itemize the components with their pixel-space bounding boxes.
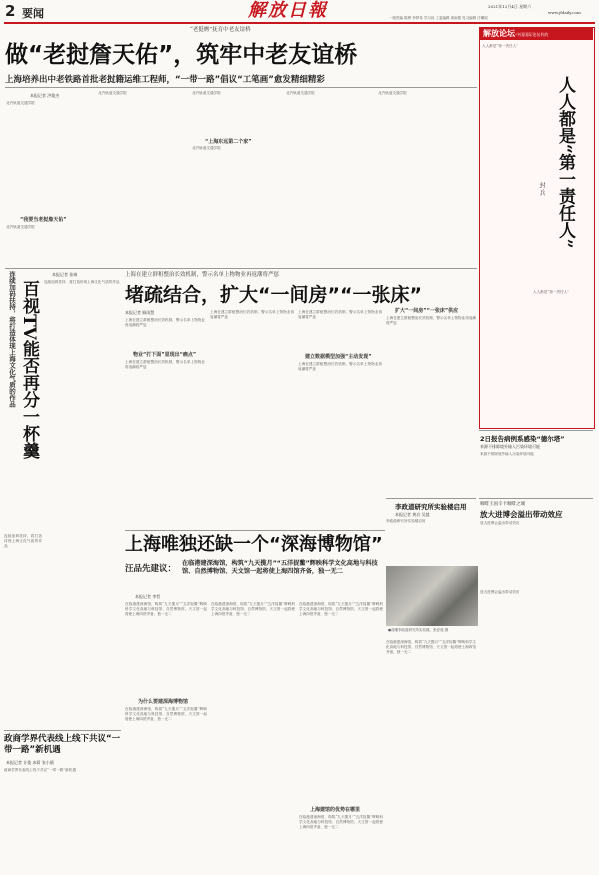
mid-box-heading-2: 建立数据模型加强“主动发现”	[305, 354, 372, 360]
bottom-left-byline: 本报记者 计俊 冰莉 张小鹃	[6, 760, 54, 765]
divider	[5, 87, 477, 88]
bottom-body-col2: 在临港建深海馆，构筑“九天揽月”“五洋捉鳖”辉映科学文化高地与科技馆、自然博物馆、天文馆一起将使上海四馆齐备，独一无二	[211, 602, 295, 617]
main-kicker: “老挺膺”抚育中老友谊桥	[190, 27, 251, 33]
bottom-headline: 上海唯独还缺一个“深海博物馆”	[125, 534, 383, 555]
mid-kicker: 上海在建立群租整治长效机制，警示名单上物物业再返潮将严惩	[125, 272, 280, 278]
lab-building-photo	[386, 566, 478, 626]
bottom-box-heading-1: 为什么要建深海博物馆	[138, 699, 189, 705]
bottom-speaker: 汪品先建议：	[125, 564, 177, 574]
main-body-col1: 北汽轨道交通学院	[6, 101, 35, 105]
main-body-col3: 北汽轨道交通学院	[192, 91, 221, 95]
date-line: 2021年12月4日 星期六	[488, 4, 532, 9]
column-box-headline: 人人都是“第一责任人”	[555, 76, 575, 249]
news3-byline: 本报记者 黄启 吴越	[395, 512, 430, 517]
news1-subtitle: 来源不排除境外输入污染环境可能	[480, 444, 540, 449]
divider	[479, 430, 593, 431]
divider	[125, 530, 385, 531]
main-box-heading-2: “上海东远第二个家”	[205, 139, 252, 145]
mid-body-col1b: 上海在建立群租整治长效机制，警示名单上物物业再返潮将严惩	[125, 360, 205, 370]
mid-byline: 本报记者 顾雨慧	[125, 310, 155, 315]
column-box-title: 解放论坛	[483, 29, 515, 38]
bottom-body-col1: 在临港建深海馆，构筑“九天揽月”“五洋捉鳖”辉映科学文化高地与科技馆、自然博物馆、天文馆一起将使上海四馆齐备，独一无二	[125, 602, 207, 617]
news1-title: 2日报告病例系感染“德尔塔”	[480, 435, 565, 443]
main-subhead: 上海培养出中老铁路首批老挝籍运维工程师，“一带一路”倡议“工笔画”愈发精细精彩	[5, 75, 325, 85]
main-body-col3b: 北汽轨道交通学院	[192, 146, 221, 150]
column-box-body: 人人都是“第一责任人”	[482, 44, 519, 48]
masthead-rule	[4, 22, 595, 24]
news2-headline: 放大进博会溢出带动效应	[480, 510, 563, 519]
column-box-subtitle: ·中国国际论坛有约	[515, 32, 549, 37]
page-number: 2	[5, 2, 16, 20]
website: www.jfdaily.com	[548, 10, 581, 15]
feature-byline: 本报记者 张端	[52, 272, 78, 277]
section-label: 要闻	[22, 7, 44, 20]
mid-body-col1: 上海在建立群租整治长效机制，警示名单上物物业再返潮将严惩	[125, 318, 205, 328]
feature-side-label: 连续加码扶持，将打造体现上海文化气质的作品	[8, 271, 16, 408]
bottom-left-body: 政商学界代表线上线下共议“一带一路”新机遇	[4, 768, 76, 772]
mid-headline: 堵疏结合，扩大“一间房”“一张床”	[125, 284, 422, 306]
bottom-left-headline: 政商学界代表线上线下共议“一带一路”新机遇	[4, 734, 121, 755]
bottom-byline: 本报记者 李哲	[135, 594, 161, 599]
main-body-col2: 北汽轨道交通学院	[98, 91, 127, 95]
main-body-col5: 北汽轨道交通学院	[378, 91, 407, 95]
column-box-body-2: 人人都是“第一责任人”	[533, 290, 570, 294]
divider	[479, 498, 593, 499]
main-box-heading-1: “我要当老挝詹天佑”	[20, 217, 67, 223]
bottom-body-col4: 在临港建深海馆，构筑“九天揽月”“五洋捉鳖”辉映科学文化高地与科技馆、自然博物馆、天文馆一起将使上海四馆齐备，独一无二	[386, 640, 476, 655]
column-box-header	[480, 28, 593, 40]
news3-title: 李政道研究所实验楼启用	[395, 503, 467, 511]
news2-body: 放大进博会溢出带动效应	[480, 521, 520, 525]
bottom-box-heading-2: 上海建馆的优势在哪里	[310, 807, 361, 813]
photo-caption: ●漆雕李政道研究所实验楼。张爱迪 摄	[388, 628, 449, 632]
main-body-col1b: 北汽轨道交通学院	[6, 225, 35, 229]
divider	[386, 498, 476, 499]
news1-body: 来源不排除境外输入污染环境可能	[480, 452, 534, 456]
feature-body-2: 连续加码扶持，将打造体现上海文化气质的作品	[4, 534, 42, 549]
mid-body-col2: 上海在建立群租整治长效机制，警示名单上物物业再返潮将严惩	[210, 310, 294, 320]
mid-body-col3b: 上海在建立群租整治长效机制，警示名单上物物业再返潮将严惩	[298, 362, 382, 372]
main-body-col4: 北汽轨道交通学院	[286, 91, 315, 95]
bottom-deck: 在临港建深海馆，构筑“九天揽月”“五洋捉鳖”辉映科学文化高地与科技馆、自然博物馆、天文馆一起将使上海四馆齐备，独一无二	[182, 560, 378, 576]
mid-box-heading-1: 物业“打下面”显现出“痛点”	[133, 352, 197, 358]
mid-body-col3: 上海在建立群租整治长效机制，警示名单上物物业再返潮将严惩	[298, 310, 382, 320]
feature-headline: 百视TV能否再分一杯羹	[19, 280, 39, 459]
masthead-logo: 解放日報	[248, 0, 328, 21]
divider	[5, 268, 477, 269]
bottom-body-col3b: 在临港建深海馆，构筑“九天揽月”“五洋捉鳖”辉映科学文化高地与科技馆、自然博物馆、天文馆一起将使上海四馆齐备，独一无二	[299, 815, 383, 830]
editor-contacts: 一版责编 陈穆 李梦希 学习读 工委编辑 周雨德 见习编辑 庄曦瑶	[389, 16, 488, 20]
main-byline: 本报记者 洪俊杰	[30, 93, 60, 98]
main-headline: 做“老挝詹天佑”，筑牢中老友谊桥	[5, 42, 358, 68]
mid-box-heading-3: 扩大“一间房”“一张床”供应	[395, 308, 459, 314]
feature-body: 连续加码扶持，将打造体现上海文化气质的作品	[44, 280, 120, 284]
bottom-body-col3: 在临港建深海馆，构筑“九天揽月”“五洋捉鳖”辉映科学文化高地与科技馆、自然博物馆、天文馆一起将使上海四馆齐备，独一无二	[299, 602, 383, 617]
column-box-author: 封 兵	[538, 182, 545, 196]
mid-body-col4: 上海在建立群租整治长效机制，警示名单上物物业再返潮将严惩	[386, 316, 476, 326]
bottom-body-col1b: 在临港建深海馆，构筑“九天揽月”“五洋捉鳖”辉映科学文化高地与科技馆、自然博物馆、天文馆一起将使上海四馆齐备，独一无二	[125, 707, 207, 722]
news3-body: 李政道研究所实验楼启用	[386, 519, 426, 523]
bottom-body-col5: 放大进博会溢出带动效应	[480, 590, 520, 594]
news2-title: 咖啡王国辛卡咖啡之城	[480, 502, 525, 507]
divider	[4, 730, 121, 731]
